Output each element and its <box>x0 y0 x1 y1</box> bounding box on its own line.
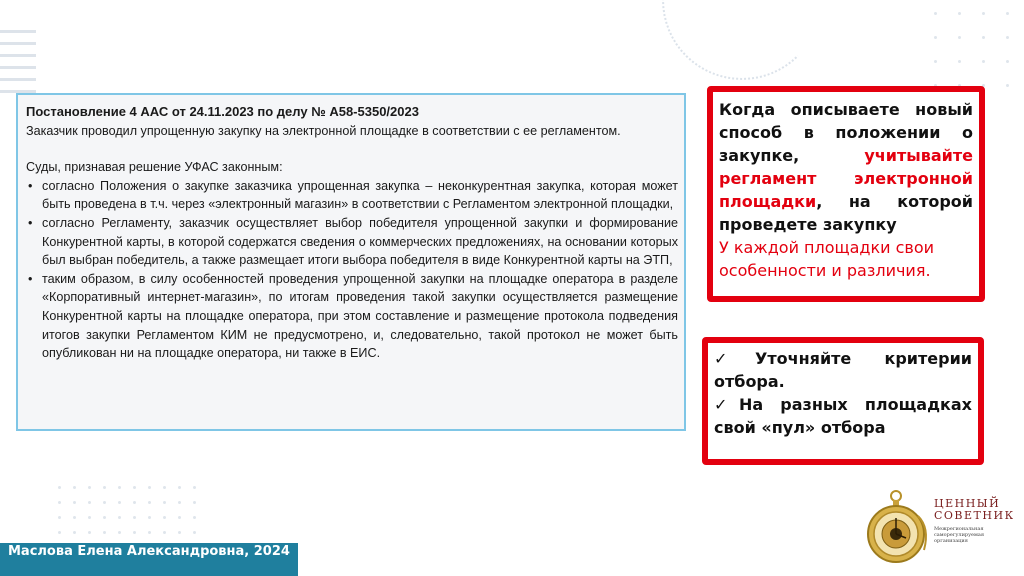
decision-intro: Заказчик проводил упрощенную закупку на электронной площадке в соответствии с ее регламентом. <box>26 123 621 138</box>
main-callout-box <box>707 86 985 302</box>
logo-title: ЦЕННЫЙ СОВЕТНИК <box>934 497 1015 522</box>
callout-text-end: , на которой проведете закупку <box>719 192 973 234</box>
callout-note: У каждой площадки свои особенности и различия. <box>719 238 935 280</box>
callout-text: Когда описываете новый способ в положении о закупке, <box>719 100 973 165</box>
decorative-lines <box>0 30 36 102</box>
list-item: • согласно Регламенту, заказчик осуществляет выбор победителя упрощенной закупки и формирование Конкурентной карты, в которой содержатся сведения о коммерческих предложениях, на основании которых был выбран победитель, а также размещает итоги выбора победителя в виде Конкурентной карты на ЭТП, <box>26 214 678 270</box>
decorative-arc <box>662 0 822 80</box>
tip-item: ✓На разных площадках свой «пул» отбора <box>714 395 972 437</box>
logo-subtitle: Межрегиональная саморегулируемая организация <box>934 526 985 544</box>
list-item: • согласно Положения о закупке заказчика упрощенная закупка – неконкурентная закупка, которая может быть проведена в т.ч. через «электронный магазин» в соответствии с Регламентом электронной площадки, <box>26 177 678 214</box>
callout-highlight: учитывайте регламент электронной площадки <box>719 146 973 211</box>
court-decision-card <box>16 93 686 431</box>
tips-callout-box <box>702 337 984 465</box>
decorative-dots-top-right <box>934 12 1009 87</box>
tip-item: ✓Уточняйте критерии отбора. <box>714 349 972 391</box>
decision-title: Постановление 4 ААС от 24.11.2023 по делу № А58-5350/2023 <box>26 104 419 119</box>
decision-bullets <box>26 177 678 363</box>
decorative-dots-bottom-left <box>58 486 196 534</box>
pocket-watch-icon <box>866 488 932 568</box>
courts-heading: Суды, признавая решение УФАС законным: <box>26 160 283 175</box>
list-item: • таким образом, в силу особенностей проведения упрощенной закупки на площадке оператора в разделе «Корпоративный интернет-магазин», по итогам проведения такой закупки осуществляется размещение Конкурентной карты на площадке оператора, при этом составление и размещение протокола подведения итогов закупки Регламентом КИМ не предусмотрено, и, следовательно, такой протокол не может быть опубликован ни на площадке оператора, ни также в ЕИС. <box>26 270 678 363</box>
company-logo <box>866 488 1016 568</box>
author-footer: Маслова Елена Александровна, 2024 <box>0 543 298 576</box>
